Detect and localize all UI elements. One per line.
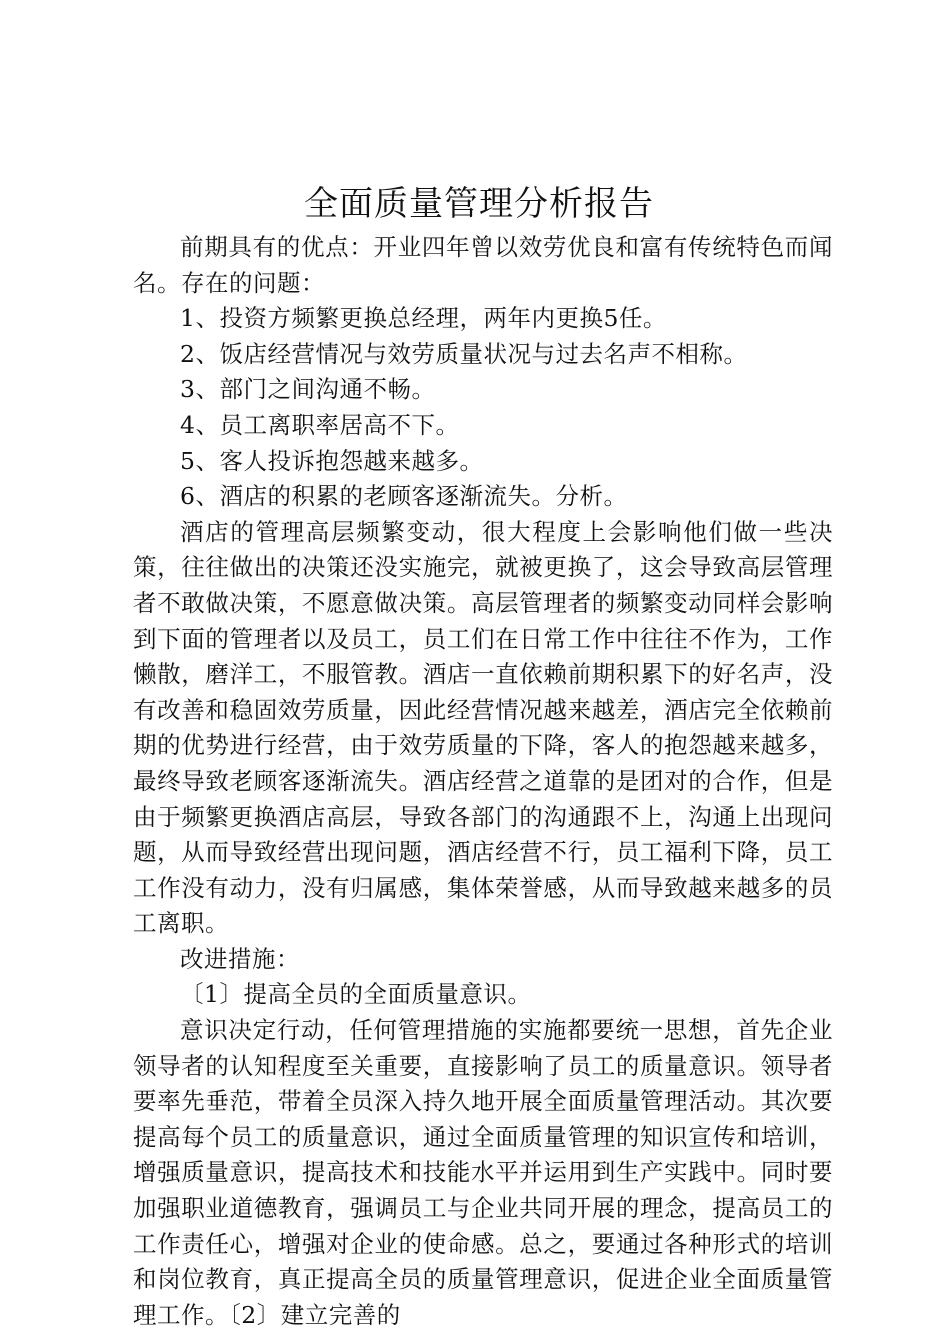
- paragraph-measure-1-heading: 〔1〕提高全员的全面质量意识。: [180, 980, 532, 1009]
- document-body: [133, 230, 833, 1333]
- problem-item-4: 4、员工离职率居高不下。: [180, 410, 460, 439]
- paragraph-improvement-heading: 改进措施：: [180, 944, 300, 973]
- problem-item-2: 2、饭店经营情况与效劳质量状况与过去名声不相称。: [180, 339, 748, 368]
- problem-item-1: 1、投资方频繁更换总经理，两年内更换5任。: [180, 304, 667, 333]
- paragraph-analysis: 酒店的管理高层频繁变动，很大程度上会影响他们做一些决策，往往做出的决策还没实施完，就被更换了，这会导致高层管理者不敢做决策，不愿意做决策。高层管理者的频繁变动同样会影响到下面的管理者以及员工，员工们在日常工作中往往不作为，工作懒散，磨洋工，不服管教。酒店一直依赖前期积累下的好名声，没有改善和稳固效劳质量，因此经营情况越来越差，酒店完全依赖前期的优势进行经营，由于效劳质量的下降，客人的抱怨越来越多，最终导致老顾客逐渐流失。酒店经营之道靠的是团对的合作，但是由于频繁更换酒店高层，导致各部门的沟通跟不上，沟通上出现问题，从而导致经营出现问题，酒店经营不行，员工福利下降，员工工作没有动力，没有归属感，集体荣誉感，从而导致越来越多的员工离职。: [133, 517, 833, 938]
- problem-item-6: 6、酒店的积累的老顾客逐渐流失。分析。: [180, 482, 628, 511]
- paragraph-strengths: 前期具有的优点：开业四年曾以效劳优良和富有传统特色而闻名。存在的问题：: [133, 233, 833, 297]
- document-title: 全面质量管理分析报告: [304, 184, 654, 224]
- problem-item-5: 5、客人投诉抱怨越来越多。: [180, 446, 484, 475]
- problem-item-3: 3、部门之间沟通不畅。: [180, 375, 436, 404]
- paragraph-measure-1-body: 意识决定行动，任何管理措施的实施都要统一思想，首先企业领导者的认知程度至关重要，直接影响了员工的质量意识。领导者要率先垂范，带着全员深入持久地开展全面质量管理活动。其次要提高每个员工的质量意识，通过全面质量管理的知识宣传和培训，增强质量意识，提高技术和技能水平并运用到生产实践中。同时要加强职业道德教育，强调员工与企业共同开展的理念，提高员工的工作责任心，增强对企业的使命感。总之，要通过各种形式的培训和岗位教育，真正提高全员的质量管理意识，促进企业全面质量管理工作。〔2〕建立完善的: [133, 1016, 833, 1329]
